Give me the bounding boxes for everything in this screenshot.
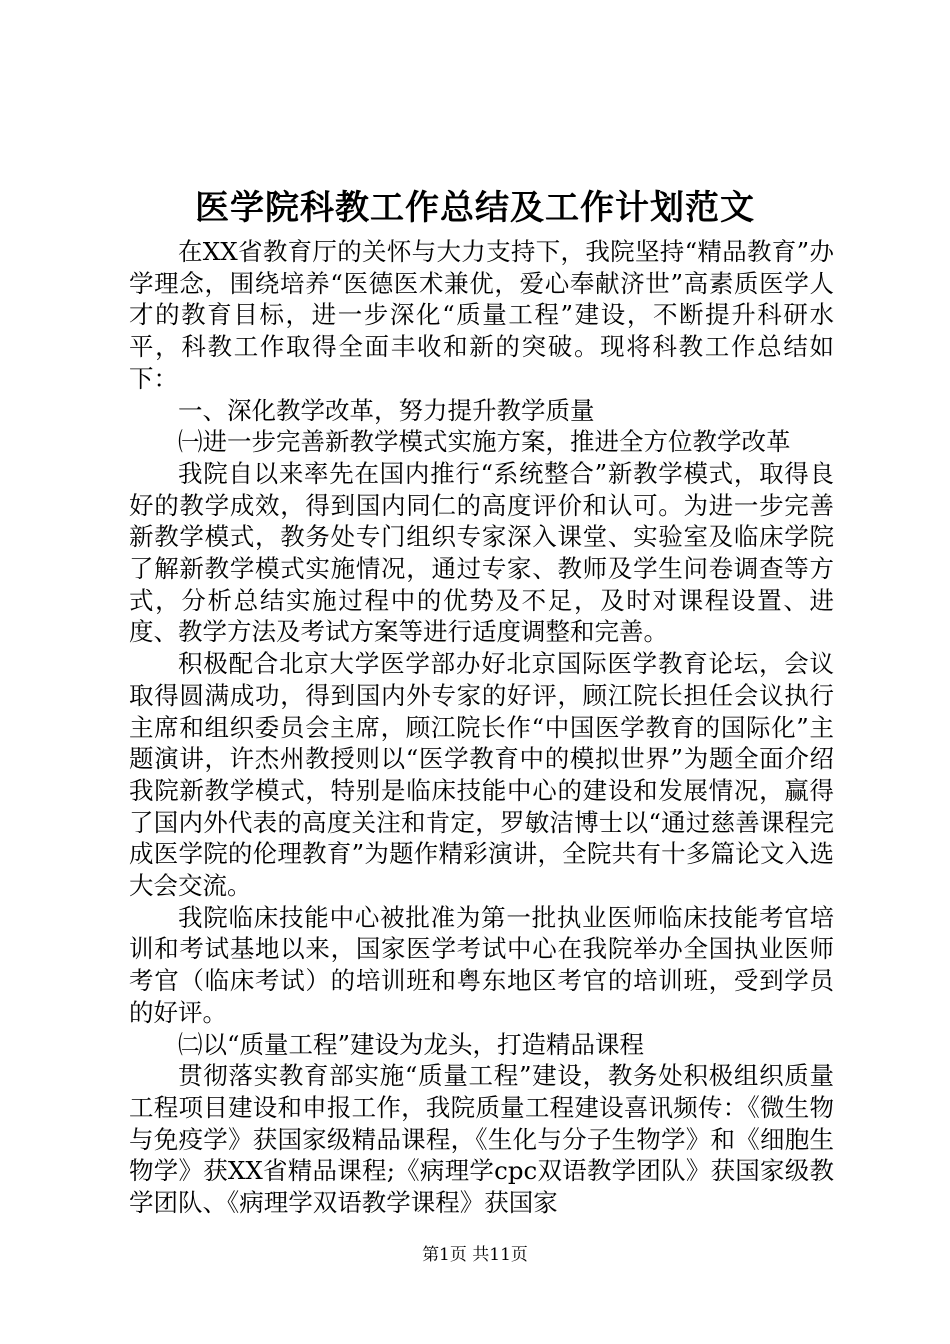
- subsection-heading-2: ㈡以“质量工程”建设为龙头，打造精品课程: [178, 1029, 645, 1059]
- page-footer: 第1页 共11页: [422, 1245, 528, 1265]
- paragraph-intro: 在XX省教育厅的关怀与大力支持下，我院坚持“精品教育”办学理念，围绕培养“医德医术兼优，爱心奉献济世”高素质医学人才的教育目标，进一步深化“质量工程”建设，不断提升科研水平，科教工作取得全面丰收和新的突破。现将科教工作总结如下：: [129, 237, 834, 393]
- paragraph-teaching-model: 我院自以来率先在国内推行“系统整合”新教学模式，取得良好的教学成效，得到国内同仁的高度评价和认可。为进一步完善新教学模式，教务处专门组织专家深入课堂、实验室及临床学院了解新教学模式实施情况，通过专家、教师及学生问卷调查等方式，分析总结实施过程中的优势及不足，及时对课程设置、进度、教学方法及考试方案等进行适度调整和完善。: [129, 458, 834, 647]
- section-heading-1: 一、深化教学改革，努力提升教学质量: [178, 395, 595, 425]
- document-body: [129, 236, 834, 1219]
- document-title: 医学院科教工作总结及工作计划范文: [195, 188, 755, 228]
- paragraph-clinical-skills: 我院临床技能中心被批准为第一批执业医师临床技能考官培训和考试基地以来，国家医学考试中心在我院举办全国执业医师考官（临床考试）的培训班和粤东地区考官的培训班，受到学员的好评。: [129, 902, 834, 1027]
- paragraph-quality-project: 贯彻落实教育部实施“质量工程”建设，教务处积极组织质量工程项目建设和申报工作，我院质量工程建设喜讯频传：《微生物与免疫学》获国家级精品课程，《生化与分子生物学》和《细胞生物学》获XX省精品课程;《病理学cpc双语教学团队》获国家级教学团队、《病理学双语教学课程》获国家: [129, 1061, 834, 1218]
- subsection-heading-1: ㈠进一步完善新教学模式实施方案，推进全方位教学改革: [178, 427, 791, 457]
- paragraph-forum: 积极配合北京大学医学部办好北京国际医学教育论坛，会议取得圆满成功，得到国内外专家的好评，顾江院长担任会议执行主席和组织委员会主席，顾江院长作“中国医学教育的国际化”主题演讲，许杰州教授则以“医学教育中的模拟世界”为题全面介绍我院新教学模式，特别是临床技能中心的建设和发展情况，赢得了国内外代表的高度关注和肯定，罗敏洁博士以“通过慈善课程完成医学院的伦理教育”为题作精彩演讲，全院共有十多篇论文入选大会交流。: [129, 649, 834, 901]
